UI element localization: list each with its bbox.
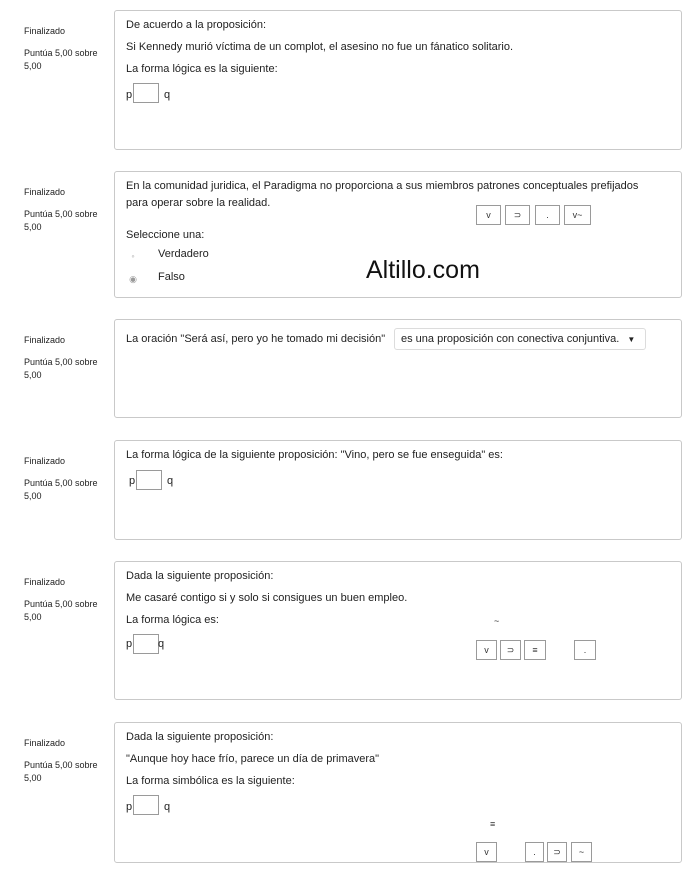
answer-drop-zone[interactable] (133, 634, 159, 654)
question-text: Me casaré contigo si y solo si consigues un buen empleo. (126, 592, 408, 604)
question-grade: Puntúa 5,00 sobre (24, 760, 98, 770)
question-text: La oración "Será así, pero yo he tomado mi decisión" (126, 333, 386, 345)
question-grade: Puntúa 5,00 sobre (24, 48, 98, 58)
question-text: La forma lógica es: (126, 614, 219, 626)
question-text: La forma lógica de la siguiente proposición: "Vino, pero se fue enseguida" es: (126, 449, 503, 461)
variable-label: q (164, 801, 171, 813)
symbol-chip[interactable]: v~ (564, 205, 591, 225)
symbol-label: ≡ (490, 819, 496, 829)
answer-drop-zone[interactable] (133, 795, 159, 815)
question-text: La forma simbólica es la siguiente: (126, 775, 295, 787)
question-info (24, 186, 98, 234)
symbol-chip[interactable]: ⊃ (547, 842, 567, 862)
question-grade: Puntúa 5,00 sobre (24, 478, 98, 488)
symbol-chip[interactable]: . (525, 842, 544, 862)
question-text: Si Kennedy murió víctima de un complot, el asesino no fue un fánatico solitario. (126, 41, 514, 53)
symbol-chip[interactable]: ⊃ (500, 640, 521, 660)
question-box (114, 10, 682, 150)
question-text: para operar sobre la realidad. (126, 197, 271, 209)
question-info (24, 737, 98, 785)
watermark: Altillo.com (366, 256, 480, 284)
question-grade-max: 5,00 (24, 612, 42, 622)
symbol-chip[interactable]: ~ (571, 842, 592, 862)
symbol-chip[interactable]: . (535, 205, 560, 225)
question-grade-max: 5,00 (24, 491, 42, 501)
variable-label: p (129, 475, 136, 487)
symbol-chip[interactable]: ≡ (524, 640, 546, 660)
answer-drop-zone[interactable] (133, 83, 159, 103)
question-text: Dada la siguiente proposición: (126, 731, 274, 743)
question-text: De acuerdo a la proposición: (126, 19, 267, 31)
radio-verdadero[interactable]: ◦ (131, 251, 135, 261)
answer-select[interactable] (394, 328, 646, 350)
variable-label: p (126, 89, 133, 101)
symbol-chip[interactable]: ⊃ (505, 205, 530, 225)
variable-label: p (126, 638, 133, 650)
question-grade: Puntúa 5,00 sobre (24, 357, 98, 367)
question-box (114, 722, 682, 863)
symbol-label: ~ (494, 616, 500, 626)
option-label: Falso (158, 271, 185, 283)
question-state: Finalizado (24, 456, 66, 466)
variable-label: p (126, 801, 133, 813)
question-grade-max: 5,00 (24, 370, 42, 380)
question-state: Finalizado (24, 335, 66, 345)
option-label: Verdadero (158, 248, 209, 260)
chevron-down-icon: ▼ (627, 334, 636, 344)
question-text: Dada la siguiente proposición: (126, 570, 274, 582)
answer-drop-zone[interactable] (136, 470, 162, 490)
question-grade: Puntúa 5,00 sobre (24, 599, 98, 609)
radio-falso[interactable]: ◉ (129, 274, 137, 284)
question-state: Finalizado (24, 738, 66, 748)
question-box (114, 440, 682, 540)
variable-label: q (158, 638, 165, 650)
question-box (114, 319, 682, 418)
symbol-chip[interactable]: v (476, 640, 497, 660)
question-grade-max: 5,00 (24, 61, 42, 71)
question-info (24, 334, 98, 382)
question-state: Finalizado (24, 187, 66, 197)
select-prompt: Seleccione una: (126, 229, 205, 241)
question-info (24, 455, 98, 503)
question-text: La forma lógica es la siguiente: (126, 63, 278, 75)
question-info (24, 25, 98, 73)
selected-value: es una proposición con conectiva conjuntiva. (401, 333, 620, 345)
variable-label: q (164, 89, 171, 101)
symbol-chip[interactable]: v (476, 205, 501, 225)
question-grade-max: 5,00 (24, 222, 42, 232)
symbol-chip[interactable]: . (574, 640, 596, 660)
question-state: Finalizado (24, 26, 66, 36)
variable-label: q (167, 475, 174, 487)
question-text: "Aunque hoy hace frío, parece un día de primavera" (126, 753, 380, 765)
symbol-chip[interactable]: v (476, 842, 497, 862)
question-text: En la comunidad juridica, el Paradigma no proporciona a sus miembros patrones conceptuales prefijados (126, 180, 639, 192)
question-grade-max: 5,00 (24, 773, 42, 783)
question-box (114, 561, 682, 700)
question-state: Finalizado (24, 577, 66, 587)
question-info (24, 576, 98, 624)
question-grade: Puntúa 5,00 sobre (24, 209, 98, 219)
